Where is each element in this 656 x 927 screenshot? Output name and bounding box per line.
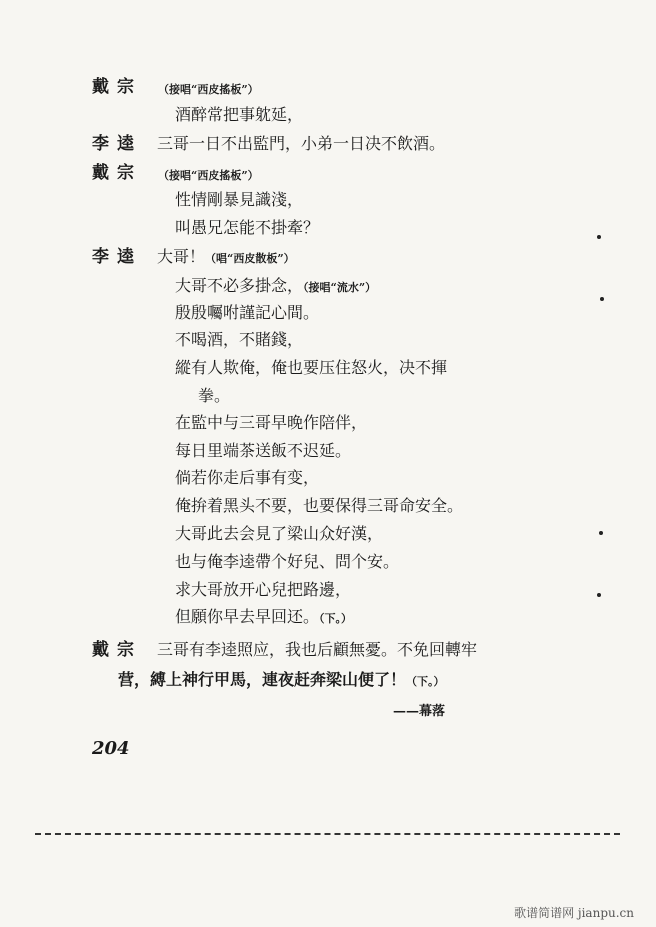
speaker-label: 戴宗: [92, 77, 142, 97]
speaker-label: 戴宗: [92, 163, 142, 183]
verse-line: 酒醉常把事躭延，: [175, 105, 304, 124]
verse-line: [175, 607, 352, 629]
stage-direction: （下。）: [406, 675, 445, 688]
verse-text: 但願你早去早回还。: [175, 607, 320, 626]
dialogue-line: [118, 670, 445, 692]
verse-line: 求大哥放开心兒把路邊，: [175, 580, 352, 599]
print-speck: [599, 531, 603, 535]
verse-line: 不喝酒，不賭錢，: [175, 330, 304, 349]
verse-line: [175, 276, 376, 298]
dialogue-text: 营，縛上神行甲馬，連夜赶奔梁山便了！: [118, 670, 407, 689]
verse-line: 大哥此去会見了梁山众好漢，: [175, 524, 384, 543]
stage-direction: （接唱“西皮搖板”）: [158, 83, 259, 96]
site-watermark: 歌谱简谱网 jianpu.cn: [514, 906, 634, 920]
verse-text: 大哥不必多掛念，: [175, 276, 304, 295]
verse-line: 俺拚着黑头不要，也要保得三哥命安全。: [175, 496, 464, 515]
print-speck: [600, 297, 604, 301]
stage-direction: （下。）: [319, 612, 353, 625]
stage-direction: （唱“西皮散板”）: [205, 252, 295, 265]
page-number: 204: [92, 738, 130, 759]
print-speck: [597, 593, 601, 597]
verse-line: 倘若你走后事有变，: [175, 468, 320, 487]
speaker-label: 李逵: [92, 247, 142, 267]
verse-line: 也与俺李逵帶个好兒、問个安。: [175, 552, 400, 571]
dialogue-line: 三哥有李逵照应，我也后顧無憂。不免回轉牢: [157, 640, 478, 659]
verse-line: 殷殷囑咐謹記心間。: [175, 303, 320, 322]
dialogue-line: 三哥一日不出監門，小弟一日决不飲酒。: [157, 134, 446, 153]
speaker-label: 戴宗: [92, 640, 142, 660]
curtain-falls: ——幕落: [393, 704, 446, 719]
dialogue-line: [157, 247, 295, 269]
verse-line: 在監中与三哥早晚作陪伴，: [175, 413, 368, 432]
verse-line: 性情剛暴見識淺，: [175, 190, 304, 209]
verse-line: 叫愚兄怎能不掛牽？: [175, 218, 320, 237]
dialogue-text: 大哥！: [157, 247, 206, 266]
speaker-label: 李逵: [92, 134, 142, 154]
stage-direction: （接唱“流水”）: [303, 281, 377, 294]
verse-line: 每日里端茶送飯不迟延。: [175, 441, 352, 460]
print-speck: [597, 235, 601, 239]
verse-line: 拳。: [198, 386, 231, 405]
stage-direction: （接唱“西皮搖板”）: [158, 169, 259, 182]
verse-line: 縱有人欺俺，俺也要压住怒火，决不揮: [175, 358, 448, 377]
footer-rule: [35, 833, 620, 835]
